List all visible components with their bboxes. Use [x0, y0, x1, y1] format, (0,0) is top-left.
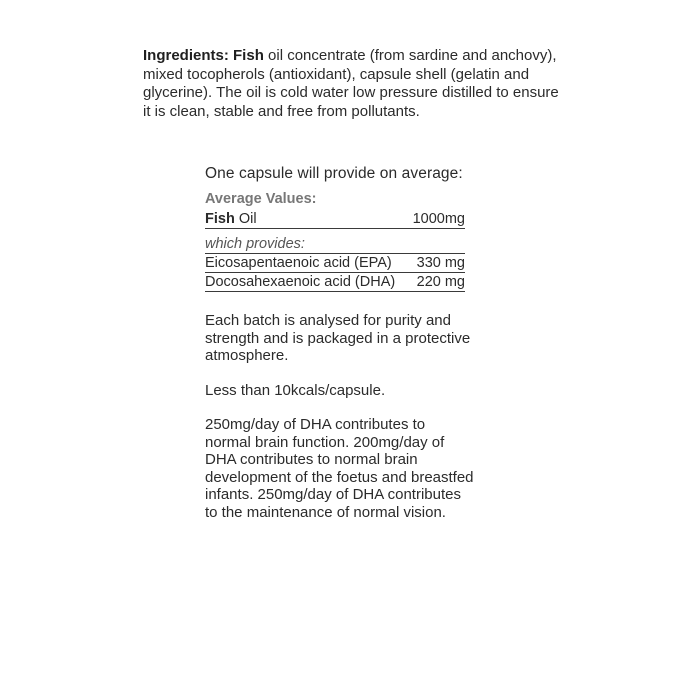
batch-paragraph: Each batch is analysed for purity and strength and is packaged in a protective atmosphere. [205, 312, 471, 364]
nutrition-subheading: which provides: [205, 235, 409, 254]
nutrition-table [205, 210, 465, 292]
provide-heading: One capsule will provide on average: [205, 165, 463, 182]
claims-paragraph: 250mg/day of DHA contributes to normal brain function. 200mg/day of DHA contributes to normal brain development of the foetus and breastfed infants. 250mg/day of DHA contributes to the maintenance of normal vision. [205, 416, 474, 521]
nutrition-section [205, 164, 495, 521]
ingredients-paragraph [143, 47, 563, 121]
nutrition-value: 220 mg [409, 273, 465, 292]
nutrition-value: 1000mg [409, 210, 465, 229]
nutrition-name: Docosahexaenoic acid (DHA) [205, 273, 409, 292]
nutrition-value [409, 235, 465, 254]
ingredients-fish-bold: Fish [233, 47, 264, 64]
ingredients-label: Ingredients: [143, 47, 229, 64]
nutrition-row-epa [205, 254, 465, 273]
nutrition-row-fish-oil [205, 210, 465, 229]
nutrition-name-bold: Fish [205, 211, 235, 227]
ingredients-text: oil concentrate (from sardine and anchovy), mixed tocopherols (antioxidant), capsule shell (gelatin and glycerine). The oil is cold water low pressure distilled to ensure it is clean, stable and free from pollutants. [143, 47, 559, 120]
nutrition-name: Fish Oil [205, 210, 409, 229]
nutrition-name: Eicosapentaenoic acid (EPA) [205, 254, 409, 273]
nutrition-row-which-provides [205, 235, 465, 254]
kcal-paragraph: Less than 10kcals/capsule. [205, 381, 386, 399]
nutrition-value: 330 mg [409, 254, 465, 273]
nutrition-row-dha [205, 273, 465, 292]
average-values-label: Average Values: [205, 191, 317, 207]
